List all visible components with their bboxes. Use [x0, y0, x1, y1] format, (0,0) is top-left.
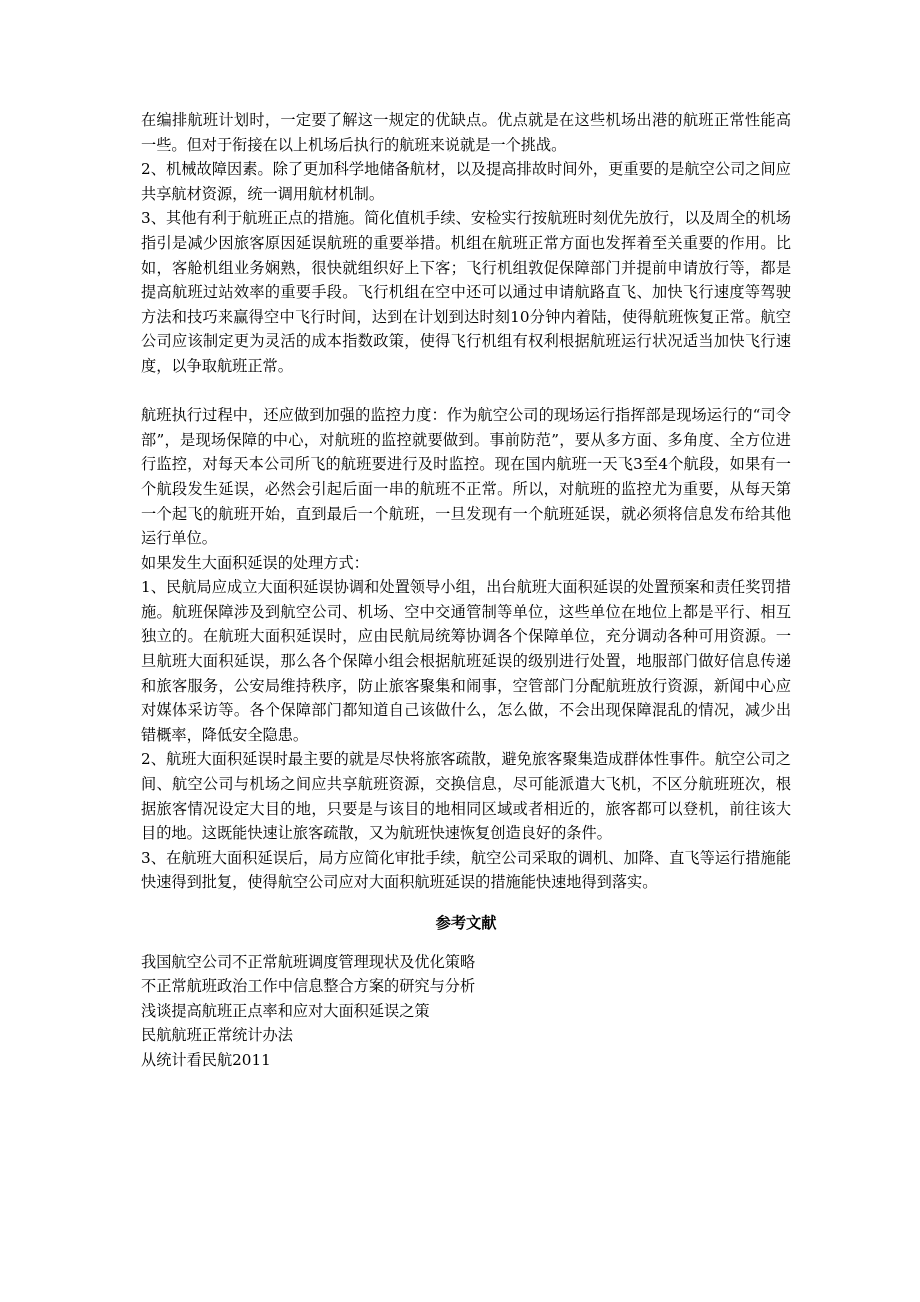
paragraph-delay-handling-heading: 如果发生大面积延误的处理方式：	[141, 553, 369, 572]
paragraph-mechanical-failure: 2、机械故障因素。除了更加科学地储备航材，以及提高排故时间外，更重要的是航空公司之间应共享航材资源，统一调用航材机制。	[141, 160, 791, 203]
paragraph-schedule-rule: 在编排航班计划时，一定要了解这一规定的优缺点。优点就是在这些机场出港的航班正常性能高一些。但对于衔接在以上机场后执行的航班来说就是一个挑战。	[141, 111, 791, 154]
paragraph-other-measures: 3、其他有利于航班正点的措施。简化值机手续、安检实行按航班时刻优先放行，以及周全的机场指引是减少因旅客原因延误航班的重要举措。机组在航班正常方面也发挥着至关重要的作用。比如，客舱机组业务娴熟，很快就组织好上下客；飞行机组敦促保障部门并提前申请放行等，都是提高航班过站效率的重要手段。飞行机组在空中还可以通过申请航路直飞、加快飞行速度等驾驶方法和技巧来赢得空中飞行时间，达到在计划到达时刻10分钟内着陆，使得航班恢复正常。航空公司应该制定更为灵活的成本指数政策，使得飞行机组有权利根据航班运行状况适当加快飞行速度，以争取航班正常。	[141, 209, 791, 375]
paragraph-monitoring: 航班执行过程中，还应做到加强的监控力度：作为航空公司的现场运行指挥部是现场运行的“司令部”，是现场保障的中心，对航班的监控就要做到。事前防范”，要从多方面、多角度、全方位进行监控，对每天本公司所飞的航班要进行及时监控。现在国内航班一天飞3至4个航段，如果有一个航段发生延误，必然会引起后面一串的航班不正常。所以，对航班的监控尤为重要，从每天第一个起飞的航班开始，直到最后一个航班，一旦发现有一个航班延误，就必须将信息发布给其他运行单位。	[141, 406, 791, 548]
document-body	[141, 108, 791, 1073]
paragraph-approval-simplify: 3、在航班大面积延误后，局方应简化审批手续，航空公司采取的调机、加降、直飞等运行措施能快速得到批复，使得航空公司应对大面积航班延误的措施能快速地得到落实。	[141, 848, 791, 892]
reference-item-3: 浅谈提高航班正点率和应对大面积延误之策	[141, 1001, 430, 1020]
reference-item-5: 从统计看民航2011	[141, 1050, 271, 1069]
reference-item-1: 我国航空公司不正常航班调度管理现状及优化策略	[141, 952, 476, 971]
references-title: 参考文献	[435, 914, 497, 932]
paragraph-gap	[141, 379, 791, 404]
paragraph-caac-group: 1、民航局应成立大面积延误协调和处置领导小组，出台航班大面积延误的处置预案和责任奖罚措施。航班保障涉及到航空公司、机场、空中交通管制等单位，这些单位在地位上都是平行、相互独立的。在航班大面积延误时，应由民航局统筹协调各个保障单位，充分调动各种可用资源。一旦航班大面积延误，那么各个保障小组会根据航班延误的级别进行处置，地服部门做好信息传递和旅客服务，公安局维持秩序，防止旅客聚集和闹事，空管部门分配航班放行资源，新闻中心应对媒体采访等。各个保障部门都知道自己该做什么，怎么做，不会出现保障混乱的情况，减少出错概率，降低安全隐患。	[141, 578, 791, 744]
reference-item-4: 民航航班正常统计办法	[141, 1026, 293, 1045]
paragraph-passenger-evacuation: 2、航班大面积延误时最主要的就是尽快将旅客疏散，避免旅客聚集造成群体性事件。航空公司之间、航空公司与机场之间应共享航班资源，交换信息，尽可能派遣大飞机，不区分航班班次，根据旅客情况设定大目的地，只要是与该目的地相同区域或者相近的，旅客都可以登机，前往该大目的地。这既能快速让旅客疏散，又为航班快速恢复创造良好的条件。	[141, 750, 791, 843]
reference-item-2: 不正常航班政治工作中信息整合方案的研究与分析	[141, 977, 476, 996]
